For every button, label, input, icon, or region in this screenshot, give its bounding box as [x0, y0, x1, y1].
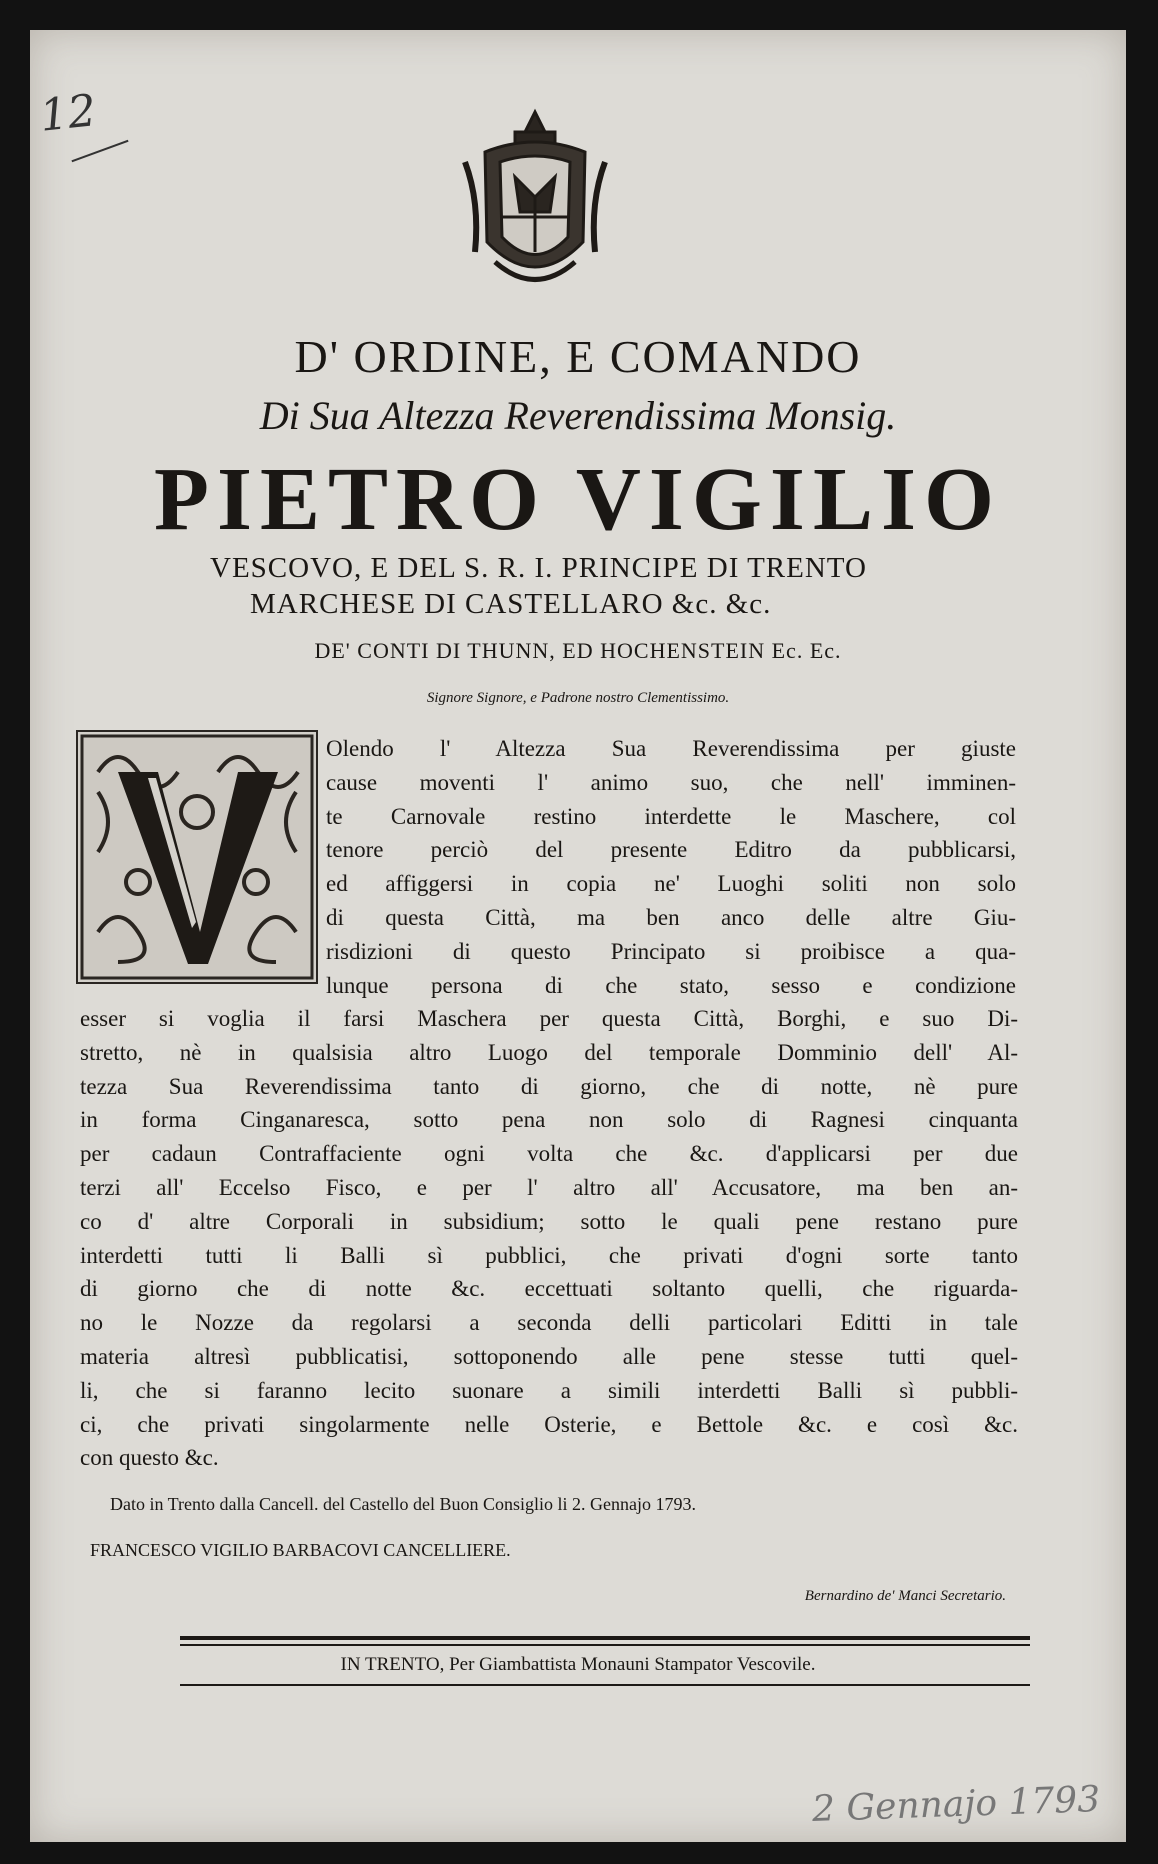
body-line: tenore perciò del presente Editro da pubblicarsi,: [326, 837, 1016, 863]
decorated-initial-v-icon: [76, 730, 318, 984]
dated-line: Dato in Trento dalla Cancell. del Castello del Buon Consiglio li 2. Gennajo 1793.: [110, 1494, 696, 1514]
coat-of-arms-icon: [455, 102, 615, 302]
body-line: terzi all' Eccelso Fisco, e per l' altro all' Accusatore, ma ben an-: [80, 1174, 1018, 1200]
folio-number: 12: [37, 85, 99, 142]
heading-line-order: D' ORDINE, E COMANDO: [294, 331, 862, 382]
body-line: li, che si faranno lecito suonare a simili interdetti Balli sì pubbli-: [80, 1377, 1018, 1403]
body-line: risdizioni di questo Principato si proibisce a qua-: [326, 938, 1016, 964]
body-line: interdetti tutti li Balli sì pubblici, che privati d'ogni sorte tanto: [80, 1242, 1018, 1268]
body-line: co d' altre Corporali in subsidium; sotto le quali pene restano pure: [80, 1208, 1018, 1234]
body-text-full-width: [80, 1002, 1018, 1475]
body-text-beside-initial: [326, 732, 1016, 1002]
heading-name: PIETRO VIGILIO: [153, 450, 1003, 549]
chancellor-signature: FRANCESCO VIGILIO BARBACOVI CANCELLIERE.: [90, 1540, 511, 1560]
body-line: cause moventi l' animo suo, che nell' imminen-: [326, 769, 1016, 795]
heading-title-line-2: MARCHESE DI CASTELLARO &c. &c.: [250, 588, 772, 620]
body-line: con questo &c.: [80, 1445, 219, 1471]
body-line: di giorno che di notte &c. eccettuati soltanto quelli, che riguarda-: [80, 1276, 1018, 1302]
broadside-sheet: [30, 30, 1126, 1842]
divider-rule-bottom: [180, 1684, 1030, 1686]
heading-title-line-1: VESCOVO, E DEL S. R. I. PRINCIPE DI TRENTO: [210, 552, 867, 584]
body-line: ci, che privati singolarmente nelle Osterie, e Bettole &c. e così &c.: [80, 1411, 1018, 1437]
body-line: Olendo l' Altezza Sua Reverendissima per giuste: [326, 736, 1016, 761]
divider-rule-thick: [180, 1636, 1030, 1640]
body-line: per cadaun Contraffaciente ogni volta che &c. d'applicarsi per due: [80, 1141, 1018, 1167]
heading-honorific: Signore Signore, e Padrone nostro Clementissimo.: [426, 690, 730, 706]
heading-titles: [210, 550, 867, 622]
divider-rule-thin: [180, 1644, 1030, 1646]
body-line: stretto, nè in qualsisia altro Luogo del temporale Domminio dell' Al-: [80, 1039, 1018, 1065]
printer-imprint: IN TRENTO, Per Giambattista Monauni Stampator Vescovile.: [340, 1654, 816, 1675]
handwritten-date: 2 Gennajo 1793: [811, 1778, 1101, 1831]
body-line: ed affiggersi in copia ne' Luoghi soliti non solo: [326, 871, 1016, 897]
folio-underline: [71, 140, 128, 162]
body-line: lunque persona di che stato, sesso e condizione: [326, 972, 1016, 998]
heading-line-highness: Di Sua Altezza Reverendissima Monsig.: [259, 393, 897, 438]
body-line: in forma Cinganaresca, sotto pena non solo di Ragnesi cinquanta: [80, 1107, 1018, 1133]
heading-title-line-3: DE' CONTI DI THUNN, ED HOCHENSTEIN Ec. Ec.: [314, 638, 842, 663]
body-line: tezza Sua Reverendissima tanto di giorno, che di notte, nè pure: [80, 1073, 1018, 1099]
secretary-signature: Bernardino de' Manci Secretario.: [804, 1588, 1006, 1604]
body-line: di questa Città, ma ben anco delle altre Giu-: [326, 904, 1016, 930]
body-line: materia altresì pubblicatisi, sottoponendo alle pene stesse tutti quel-: [80, 1343, 1018, 1369]
body-line: no le Nozze da regolarsi a seconda delli particolari Editti in tale: [80, 1310, 1018, 1336]
body-line: esser si voglia il farsi Maschera per questa Città, Borghi, e suo Di-: [80, 1006, 1018, 1031]
body-line: te Carnovale restino interdette le Maschere, col: [326, 803, 1016, 829]
